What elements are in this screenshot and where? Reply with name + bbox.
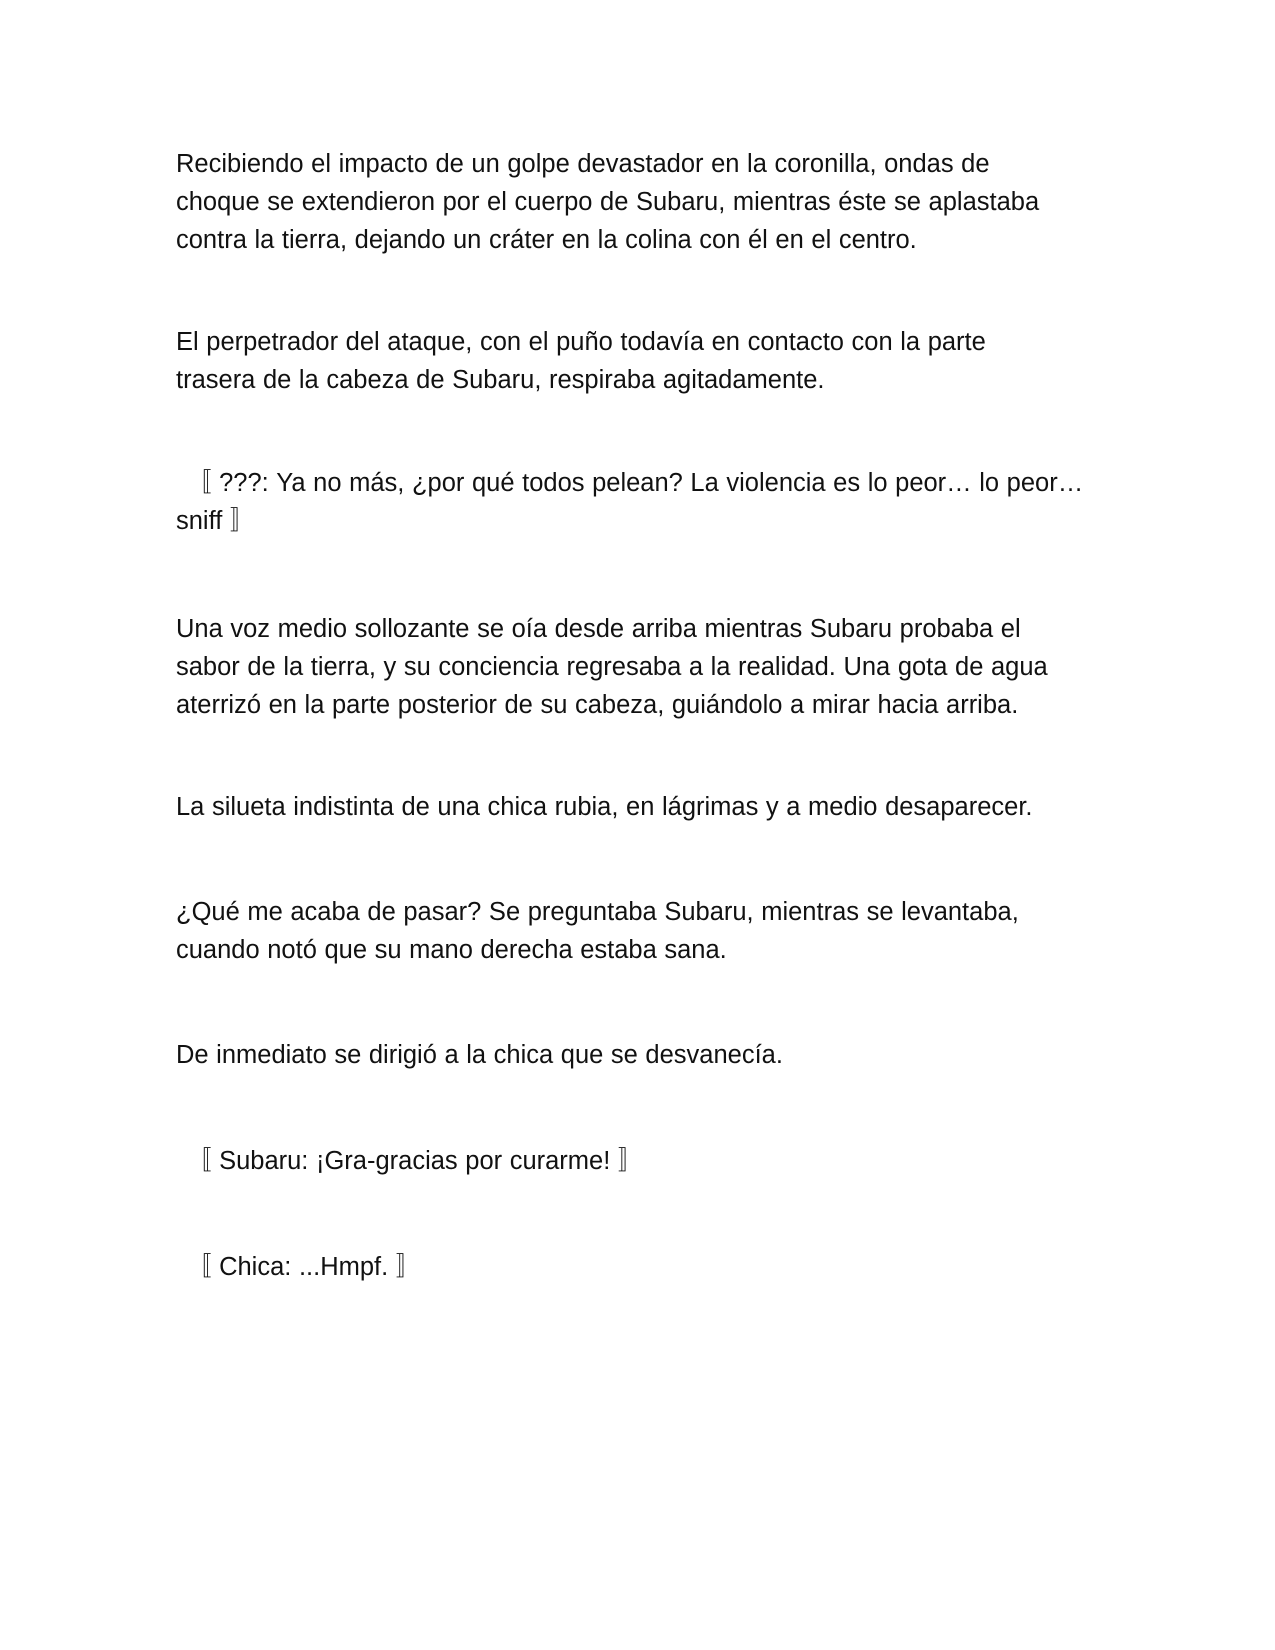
narration-paragraph bbox=[176, 610, 1096, 724]
text-line: Recibiendo el impacto de un golpe devastador en la coronilla, ondas de bbox=[176, 150, 990, 178]
text-line: 〚 ???: Ya no más, ¿por qué todos pelean? La violencia es lo peor… lo peor… bbox=[186, 469, 1084, 497]
narration-paragraph bbox=[176, 893, 1096, 969]
dialogue-paragraph bbox=[176, 464, 1106, 540]
narration-paragraph bbox=[176, 788, 1096, 826]
text-line: sabor de la tierra, y su conciencia regresaba a la realidad. Una gota de agua bbox=[176, 653, 1048, 681]
narration-paragraph bbox=[176, 1036, 1096, 1074]
narration-paragraph bbox=[176, 323, 1096, 399]
text-line: sniff 〛 bbox=[176, 507, 256, 535]
text-line: De inmediato se dirigió a la chica que se desvanecía. bbox=[176, 1041, 783, 1069]
dialogue-paragraph bbox=[186, 1248, 1106, 1286]
text-line: cuando notó que su mano derecha estaba sana. bbox=[176, 936, 727, 964]
text-line: 〚 Subaru: ¡Gra-gracias por curarme! 〛 bbox=[186, 1147, 644, 1175]
text-line: contra la tierra, dejando un cráter en la colina con él en el centro. bbox=[176, 226, 917, 254]
text-line: El perpetrador del ataque, con el puño todavía en contacto con la parte bbox=[176, 328, 986, 356]
text-line: choque se extendieron por el cuerpo de Subaru, mientras éste se aplastaba bbox=[176, 188, 1040, 216]
narration-paragraph bbox=[176, 145, 1096, 259]
dialogue-paragraph bbox=[186, 1142, 1106, 1180]
text-line: 〚 Chica: ...Hmpf. 〛 bbox=[186, 1253, 422, 1281]
text-line: Una voz medio sollozante se oía desde arriba mientras Subaru probaba el bbox=[176, 615, 1021, 643]
text-line: ¿Qué me acaba de pasar? Se preguntaba Subaru, mientras se levantaba, bbox=[176, 898, 1019, 926]
text-line: aterrizó en la parte posterior de su cabeza, guiándolo a mirar hacia arriba. bbox=[176, 691, 1019, 719]
text-line: trasera de la cabeza de Subaru, respiraba agitadamente. bbox=[176, 366, 825, 394]
text-line: La silueta indistinta de una chica rubia, en lágrimas y a medio desaparecer. bbox=[176, 793, 1033, 821]
